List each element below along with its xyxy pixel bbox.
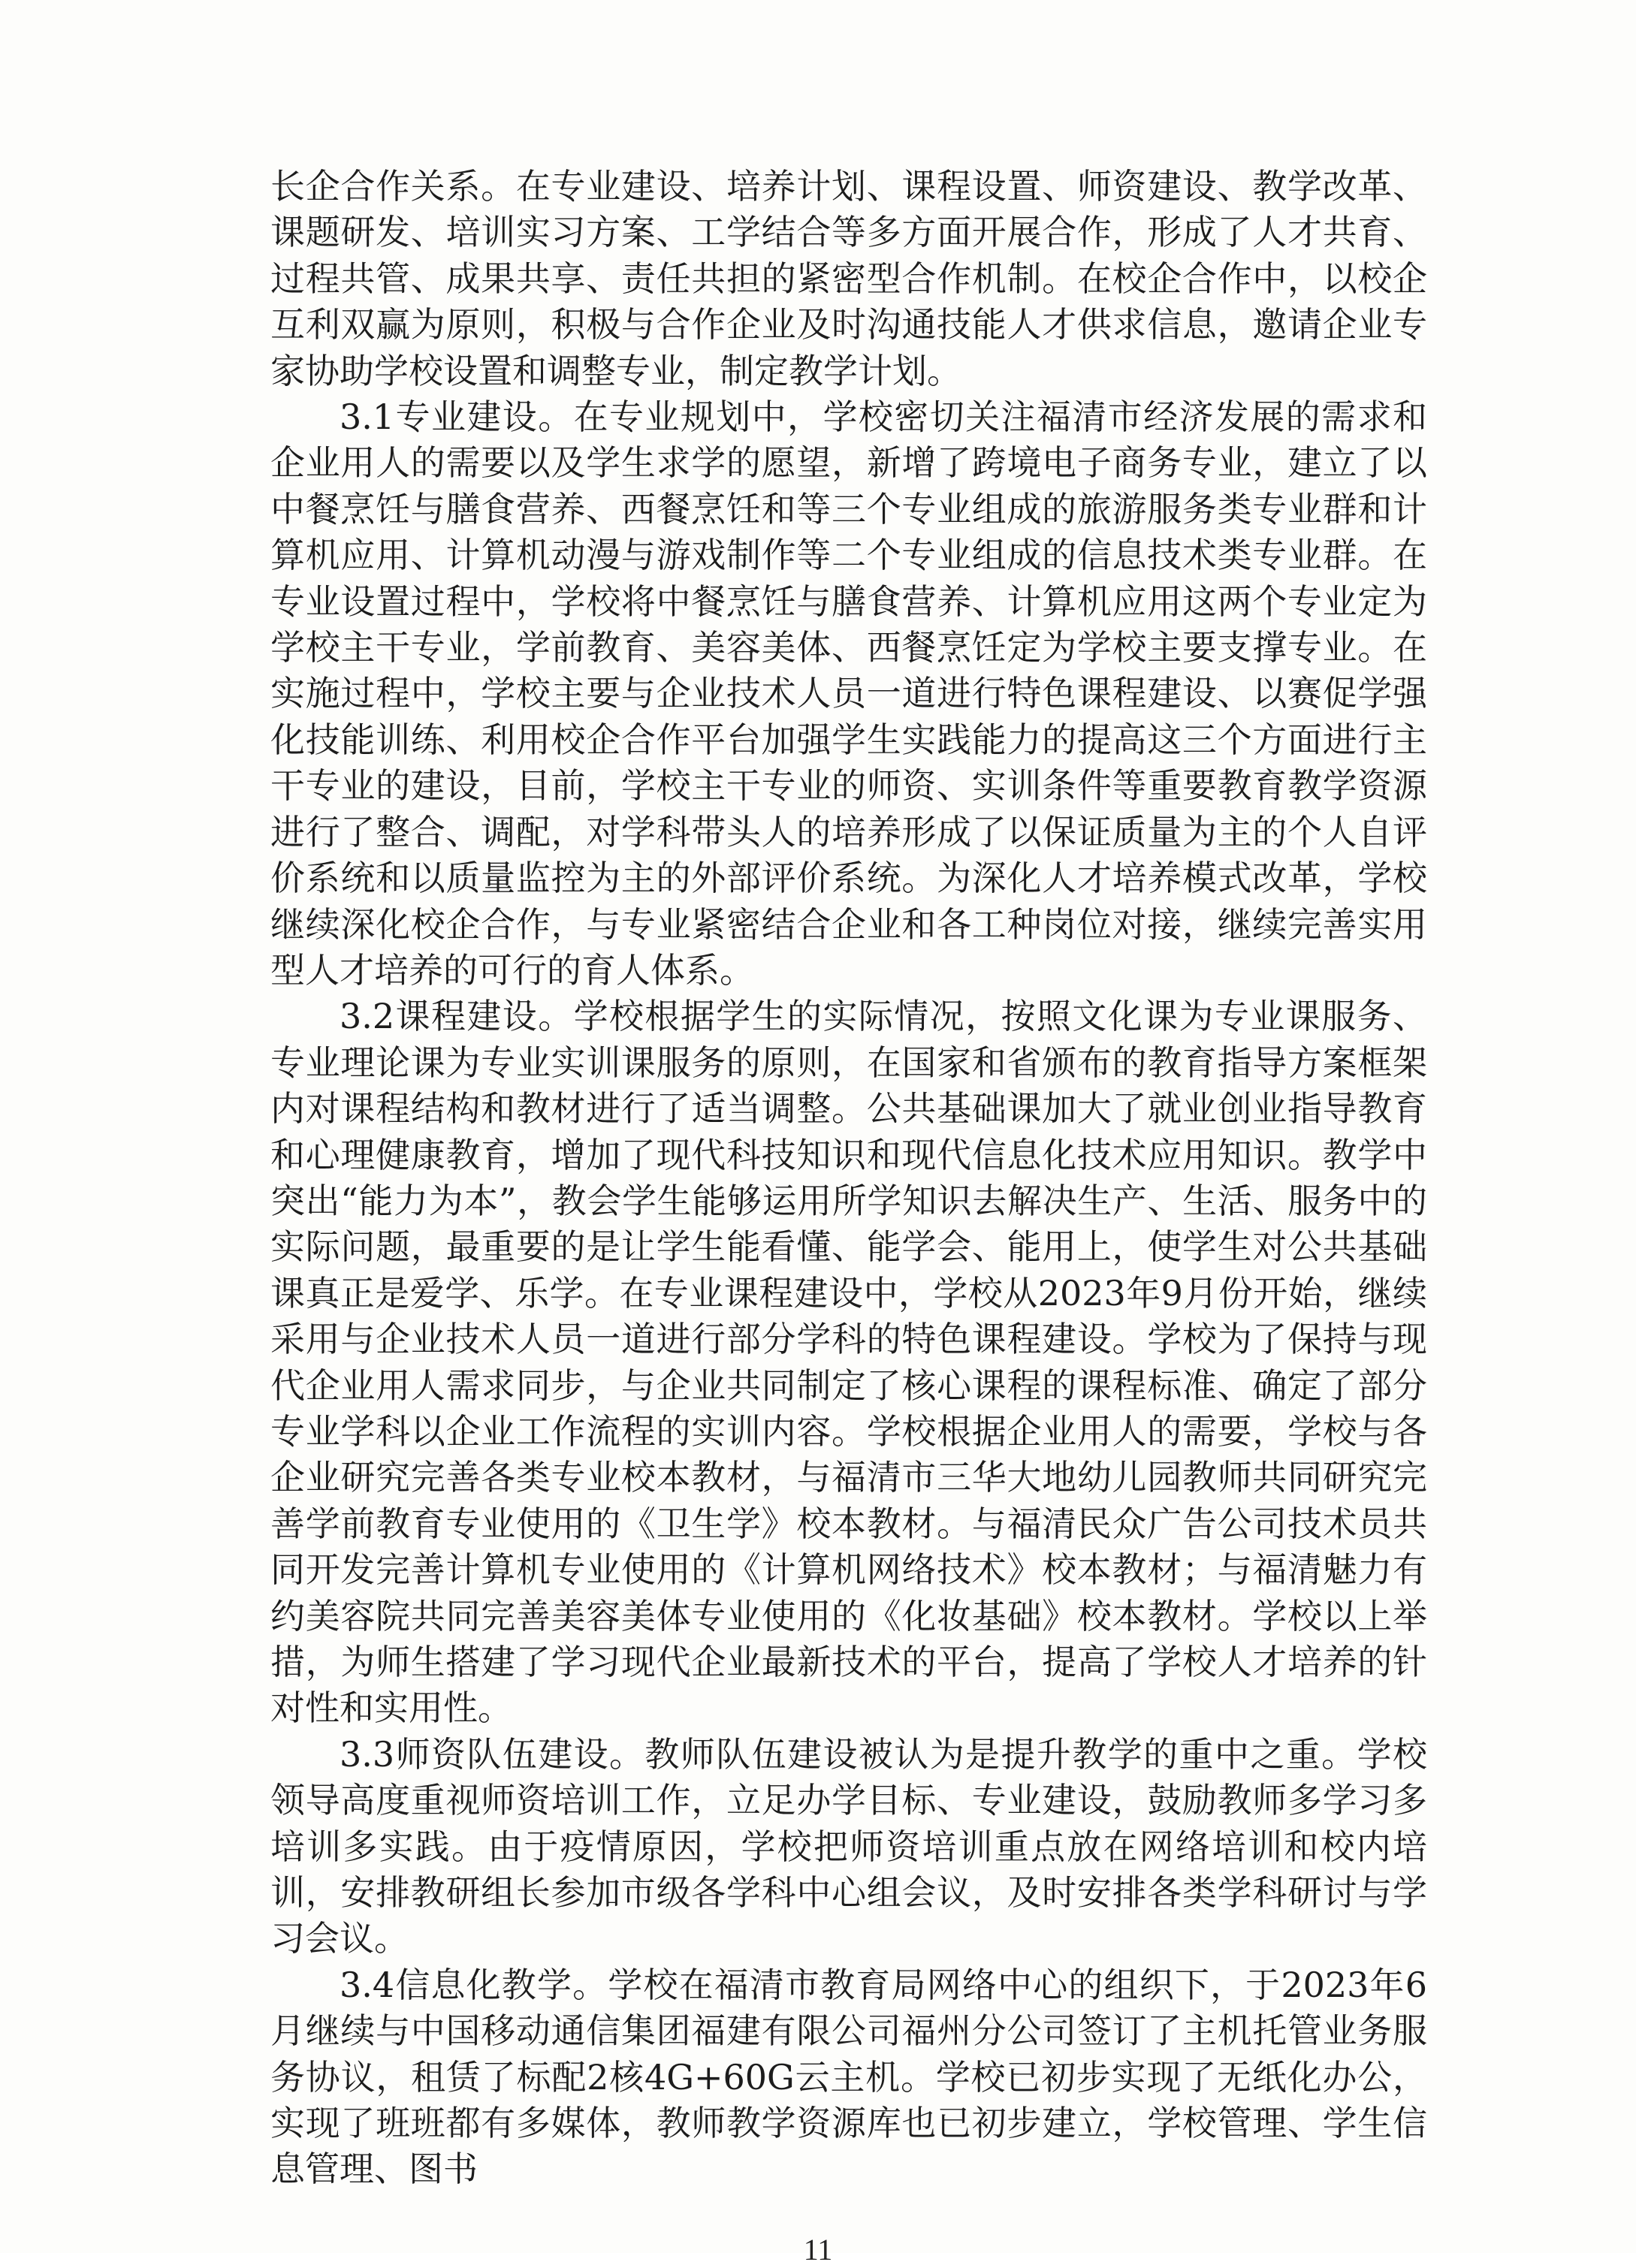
paragraph-informatization-teaching: 3.4信息化教学。学校在福清市教育局网络中心的组织下，于2023年6月继续与中国移动通信集团福建有限公司福州分公司签订了主机托管业务服务协议，租赁了标配2核4G+60G云主机。学校已初步实现了无纸化办公，实现了班班都有多媒体，教师教学资源库也已初步建立，学校管理、学生信息管理、图书 — [270, 1964, 1427, 2190]
paragraph-continuation: 长企合作关系。在专业建设、培养计划、课程设置、师资建设、教学改革、课题研发、培训实习方案、工学结合等多方面开展合作，形成了人才共育、过程共管、成果共享、责任共担的紧密型合作机制。在校企合作中，以校企互利双赢为原则，积极与合作企业及时沟通技能人才供求信息，邀请企业专家协助学校设置和调整专业，制定教学计划。 — [270, 166, 1427, 391]
paragraph-major-construction: 3.1专业建设。在专业规划中，学校密切关注福清市经济发展的需求和企业用人的需要以及学生求学的愿望，新增了跨境电子商务专业，建立了以中餐烹饪与膳食营养、西餐烹饪和等三个专业组成的旅游服务类专业群和计算机应用、计算机动漫与游戏制作等二个专业组成的信息技术类专业群。在专业设置过程中，学校将中餐烹饪与膳食营养、计算机应用这两个专业定为学校主干专业，学前教育、美容美体、西餐烹饪定为学校主要支撑专业。在实施过程中，学校主要与企业技术人员一道进行特色课程建设、以赛促学强化技能训练、利用校企合作平台加强学生实践能力的提高这三个方面进行主干专业的建设，目前，学校主干专业的师资、实训条件等重要教育教学资源进行了整合、调配，对学科带头人的培养形成了以保证质量为主的个人自评价系统和以质量监控为主的外部评价系统。为深化人才培养模式改革，学校继续深化校企合作，与专业紧密结合企业和各工种岗位对接，继续完善实用型人才培养的可行的育人体系。 — [270, 397, 1427, 991]
page-number: 11 — [803, 2233, 833, 2266]
paragraph-teacher-team-construction: 3.3师资队伍建设。教师队伍建设被认为是提升教学的重中之重。学校领导高度重视师资培训工作，立足办学目标、专业建设，鼓励教师多学习多培训多实践。由于疫情原因，学校把师资培训重点放在网络培训和校内培训，安排教研组长参加市级各学科中心组会议，及时安排各类学科研讨与学习会议。 — [270, 1733, 1427, 1959]
paragraph-curriculum-construction: 3.2课程建设。学校根据学生的实际情况，按照文化课为专业课服务、专业理论课为专业实训课服务的原则，在国家和省颁布的教育指导方案框架内对课程结构和教材进行了适当调整。公共基础课加大了就业创业指导教育和心理健康教育，增加了现代科技知识和现代信息化技术应用知识。教学中突出“能力为本”，教会学生能够运用所学知识去解决生产、生活、服务中的实际问题，最重要的是让学生能看懂、能学会、能用上，使学生对公共基础课真正是爱学、乐学。在专业课程建设中，学校从2023年9月份开始，继续采用与企业技术人员一道进行部分学科的特色课程建设。学校为了保持与现代企业用人需求同步，与企业共同制定了核心课程的课程标准、确定了部分专业学科以企业工作流程的实训内容。学校根据企业用人的需要，学校与各企业研究完善各类专业校本教材，与福清市三华大地幼儿园教师共同研究完善学前教育专业使用的《卫生学》校本教材。与福清民众广告公司技术员共同开发完善计算机专业使用的《计算机网络技术》校本教材；与福清魅力有约美容院共同完善美容美体专业使用的《化妆基础》校本教材。学校以上举措，为师生搭建了学习现代企业最新技术的平台，提高了学校人才培养的针对性和实用性。 — [270, 996, 1427, 1729]
document-body — [270, 164, 1427, 2193]
